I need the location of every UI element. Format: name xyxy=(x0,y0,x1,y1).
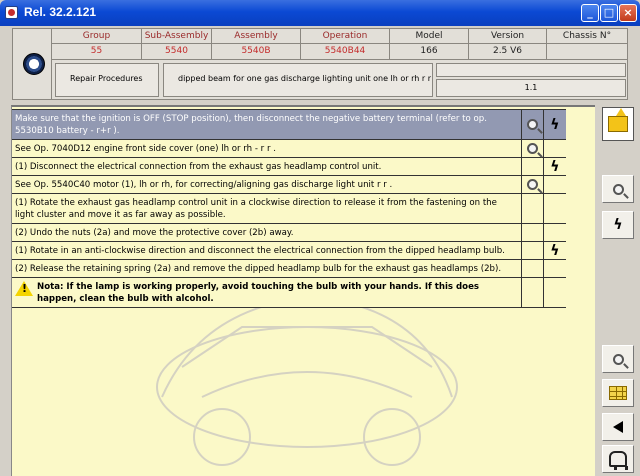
chassis-value xyxy=(547,45,627,57)
zoom-icon xyxy=(613,354,624,365)
minimize-button[interactable]: _ xyxy=(581,4,599,22)
window-title: Rel. 32.2.121 xyxy=(24,5,97,19)
procedure-type: Repair Procedures xyxy=(55,63,159,97)
step-row[interactable] xyxy=(12,109,566,140)
step-text: (1) Rotate in an anti-clockwise direction and disconnect the electrical connection from the dipped headlamp bulb. xyxy=(12,242,522,259)
group-value: 55 xyxy=(90,46,103,56)
step-text: (2) Release the retaining spring (2a) and remove the dipped headlamp bulb for the exhaust gas headlamps (2b). xyxy=(12,260,522,277)
open-folder-button[interactable] xyxy=(602,107,634,141)
procedure-title: dipped beam for one gas discharge lighting unit one lh or rh r r xyxy=(163,63,433,97)
step-text: (1) Rotate the exhaust gas headlamp control unit in a clockwise direction to release it from the fastening on the light cluster and move it as far away as possible. xyxy=(12,194,522,223)
step-row[interactable] xyxy=(12,260,566,278)
version-value: 2.5 V6 xyxy=(492,46,523,56)
step-text: See Op. 5540C40 motor (1), lh or rh, for correcting/aligning gas discharge light unit r r . xyxy=(12,176,522,193)
step-row[interactable] xyxy=(12,242,566,260)
model-value: 166 xyxy=(420,46,438,56)
operation-label: Operation xyxy=(322,31,368,41)
steps-table xyxy=(12,109,566,308)
model-label: Model xyxy=(415,31,443,41)
grid-icon xyxy=(609,386,627,400)
note-text: Nota: If the lamp is working properly, avoid touching the bulb with your hands. If this does happen, clean the bulb with alcohol. xyxy=(37,282,480,304)
step-text: (1) Disconnect the electrical connection from the exhaust gas headlamp control unit. xyxy=(12,158,522,175)
step-row[interactable] xyxy=(12,194,566,224)
magnifier-icon[interactable] xyxy=(527,143,538,154)
magnifier-icon xyxy=(613,184,624,195)
back-button[interactable] xyxy=(602,413,634,441)
chassis-label: Chassis N° xyxy=(562,31,612,41)
step-row[interactable] xyxy=(12,176,566,194)
sub-assembly-label: Sub-Assembly xyxy=(144,31,209,41)
app-icon xyxy=(5,6,18,19)
procedure-content xyxy=(11,105,595,476)
table-button[interactable] xyxy=(602,379,634,407)
step-row[interactable] xyxy=(12,224,566,242)
zoom-button[interactable] xyxy=(602,345,634,373)
car-icon xyxy=(609,451,627,467)
lightning-icon[interactable]: ϟ xyxy=(550,116,560,133)
lightning-icon[interactable]: ϟ xyxy=(550,242,560,259)
title-bar xyxy=(0,0,640,26)
assembly-label: Assembly xyxy=(234,31,278,41)
assembly-value: 5540B xyxy=(241,46,271,56)
lightning-icon[interactable]: ϟ xyxy=(550,158,560,175)
sub-assembly-value: 5540 xyxy=(165,46,188,56)
step-text: Make sure that the ignition is OFF (STOP position), then disconnect the negative battery terminal (refer to op. 5530B10 battery - r+r ). xyxy=(12,110,522,139)
lightning-icon: ϟ xyxy=(613,217,623,233)
step-row[interactable] xyxy=(12,140,566,158)
warning-icon xyxy=(15,281,33,296)
maximize-button[interactable]: □ xyxy=(600,4,618,22)
group-label: Group xyxy=(82,31,111,41)
step-text: See Op. 7040D12 engine front side cover (one) lh or rh - r r . xyxy=(12,140,522,157)
page-info: 1.1 xyxy=(436,79,626,97)
operation-value: 5540B44 xyxy=(324,46,366,56)
folder-up-icon xyxy=(608,116,628,132)
magnifier-icon[interactable] xyxy=(527,119,538,130)
right-toolbar xyxy=(597,105,640,476)
brand-logo xyxy=(23,53,45,75)
info-box-top xyxy=(436,63,626,77)
operation-header xyxy=(12,28,628,100)
version-label: Version xyxy=(490,31,525,41)
note-row xyxy=(12,278,566,308)
zoom-info-button[interactable] xyxy=(602,175,634,203)
close-button[interactable]: × xyxy=(619,4,637,22)
vehicle-button[interactable] xyxy=(602,445,634,473)
magnifier-icon[interactable] xyxy=(527,179,538,190)
electrical-button[interactable] xyxy=(602,211,634,239)
arrow-left-icon xyxy=(613,421,623,433)
step-text: (2) Undo the nuts (2a) and move the protective cover (2b) away. xyxy=(12,224,522,241)
step-row[interactable] xyxy=(12,158,566,176)
